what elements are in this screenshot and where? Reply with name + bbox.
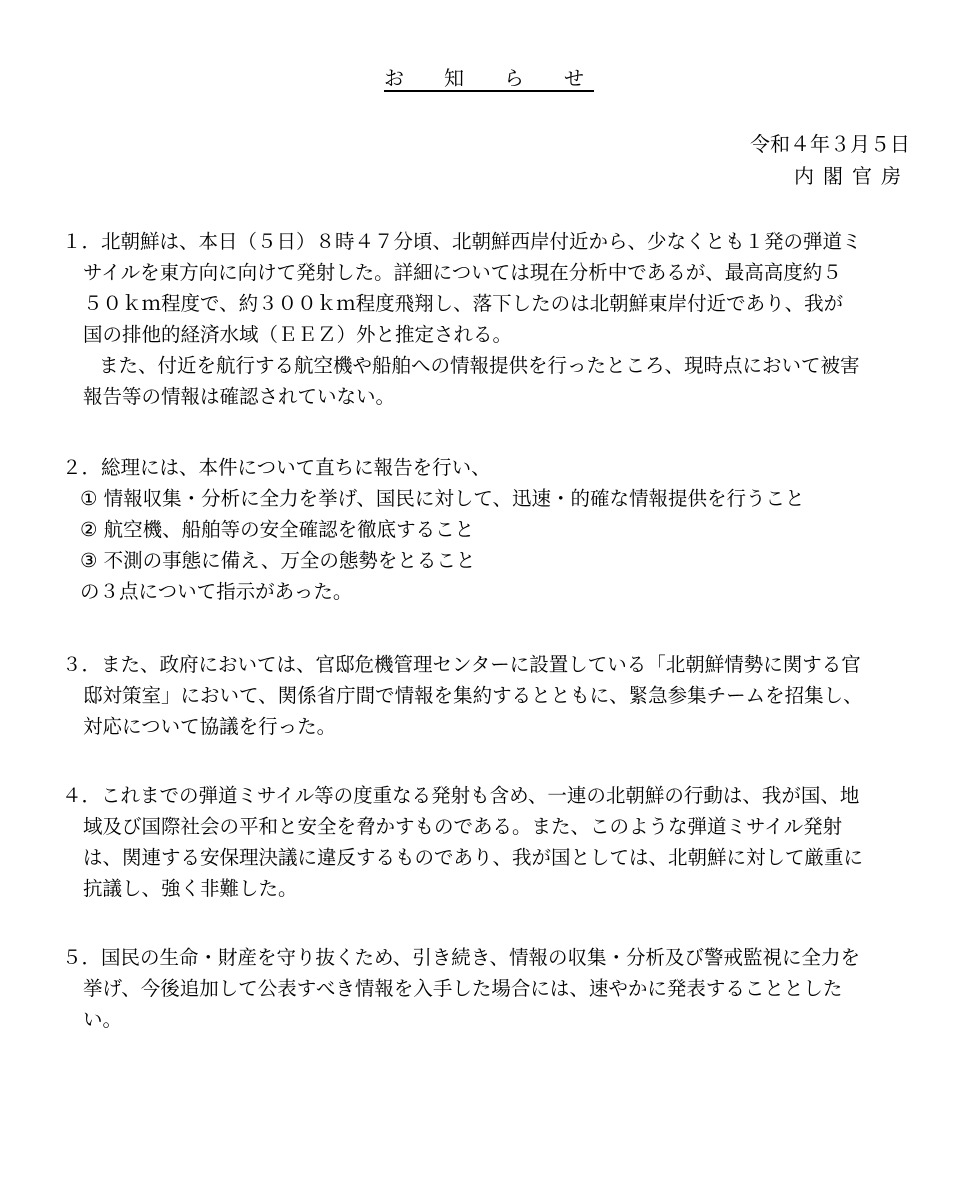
paragraph-item-2: [62, 452, 920, 607]
paragraph-line: 邸対策室」において、関係省庁間で情報を集約するとともに、緊急参集チームを招集し、: [83, 684, 863, 707]
paragraph-line: 域及び国際社会の平和と安全を脅かすものである。また、このような弾道ミサイル発射: [83, 815, 843, 838]
paragraph-line: 挙げ、今後追加して公表すべき情報を入手した場合には、速やかに発表することとした: [83, 977, 843, 1000]
paragraph-item-3: [62, 649, 920, 742]
paragraph-line: ５．国民の生命・財産を守り抜くため、引き続き、情報の収集・分析及び警戒監視に全力を: [62, 946, 860, 969]
paragraph-line: 対応について協議を行った。: [83, 715, 337, 738]
instruction-line-2: ② 航空機、船舶等の安全確認を徹底すること: [80, 518, 475, 541]
paragraph-line: 国の排他的経済水域（ＥＥＺ）外と推定される。: [83, 323, 513, 346]
document-title: [0, 62, 968, 94]
paragraph-line: ２．総理には、本件について直ちに報告を行い、: [62, 456, 491, 479]
paragraph-item-1: [62, 226, 920, 412]
instruction-line-3: ③ 不測の事態に備え、万全の態勢をとること: [80, 549, 476, 572]
paragraph-line: １．北朝鮮は、本日（５日）８時４７分頃、北朝鮮西岸付近から、少なくとも１発の弾道ミ: [62, 230, 862, 253]
paragraph-item-5: [62, 942, 920, 1035]
document-issuer: 内閣官房: [794, 164, 910, 188]
paragraph-line: ５０ｋｍ程度で、約３００ｋｍ程度飛翔し、落下したのは北朝鮮東岸付近であり、我が: [83, 292, 844, 315]
paragraph-line: の３点について指示があった。: [80, 580, 353, 603]
paragraph-line: ３．また、政府においては、官邸危機管理センターに設置している「北朝鮮情勢に関する官: [62, 653, 861, 676]
document-date: 令和４年３月５日: [750, 132, 910, 156]
paragraph-line: 抗議し、強く非難した。: [83, 877, 298, 900]
paragraph-line: は、関連する安保理決議に違反するものであり、我が国としては、北朝鮮に対して厳重に: [83, 846, 864, 869]
paragraph-line: また、付近を航行する航空機や船舶への情報提供を行ったところ、現時点において被害: [99, 354, 860, 377]
paragraph-line: い。: [83, 1008, 123, 1031]
instruction-line-1: ① 情報収集・分析に全力を挙げ、国民に対して、迅速・的確な情報提供を行うこと: [80, 487, 805, 510]
paragraph-line: ４．これまでの弾道ミサイル等の度重なる発射も含め、一連の北朝鮮の行動は、我が国、地: [62, 784, 860, 807]
document-title-text: お 知 ら せ: [384, 66, 594, 90]
paragraph-line: 報告等の情報は確認されていない。: [83, 385, 396, 408]
paragraph-item-4: [62, 780, 920, 904]
paragraph-line: サイルを東方向に向けて発射した。詳細については現在分析中であるが、最高高度約５: [83, 261, 842, 284]
